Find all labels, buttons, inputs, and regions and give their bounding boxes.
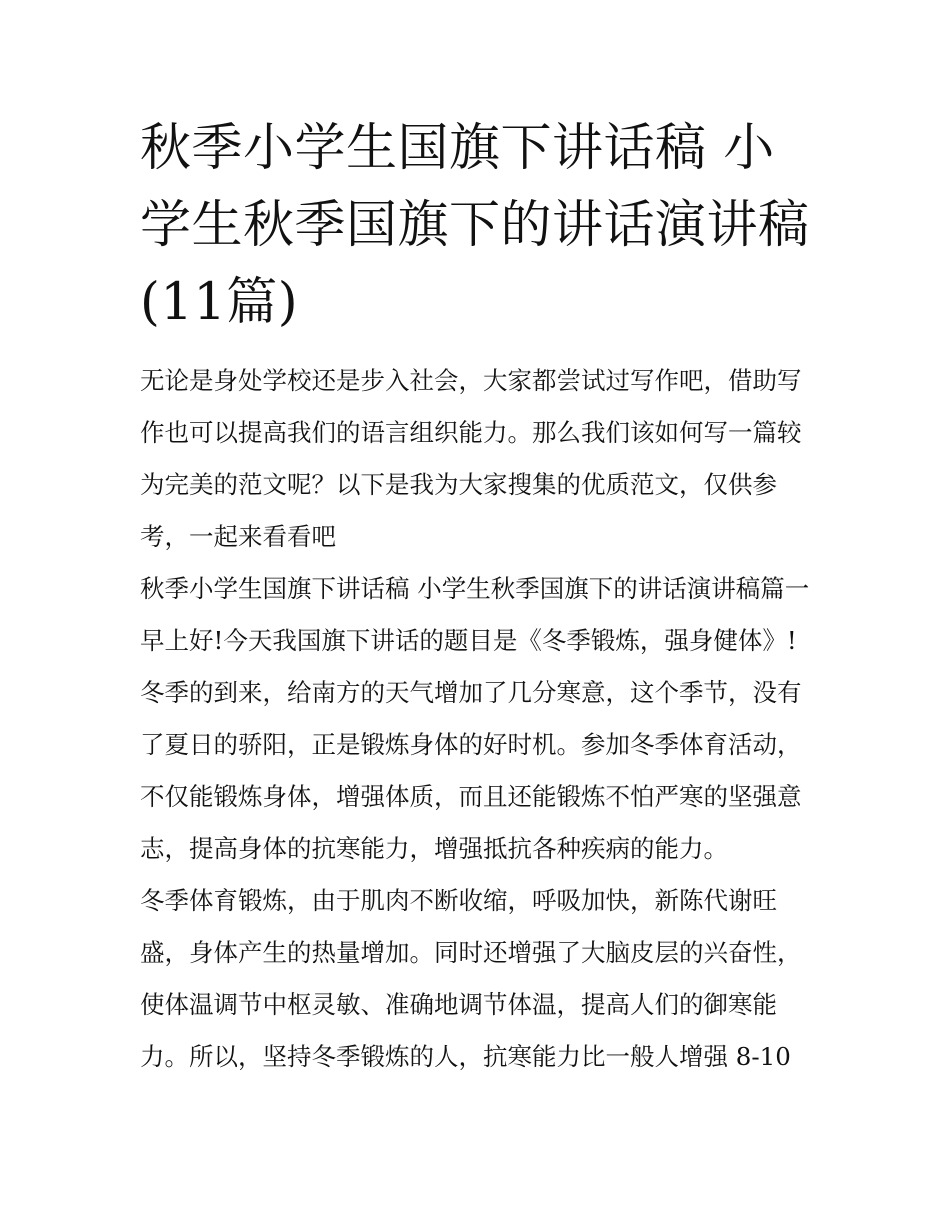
intro-paragraph: 无论是身处学校还是步入社会，大家都尝试过写作吧，借助写作也可以提高我们的语言组织能力。那么我们该如何写一篇较为完美的范文呢？以下是我为大家搜集的优质范文，仅供参考，一起来看看吧 bbox=[140, 366, 802, 551]
document-body bbox=[140, 110, 820, 1083]
body-paragraph-1: 秋季小学生国旗下讲话稿 小学生秋季国旗下的讲话演讲稿篇一 早上好!今天我国旗下讲话的题目是《冬季锻炼，强身健体》! bbox=[140, 574, 810, 655]
body-paragraph-3: 冬季体育锻炼，由于肌肉不断收缩，呼吸加快，新陈代谢旺盛，身体产生的热量增加。同时还增强了大脑皮层的兴奋性，使体温调节中枢灵敏、准确地调节体温，提高人们的御寒能力。所以，坚持冬季锻炼的人，抗寒能力比一般人增强 8-10 bbox=[140, 886, 802, 1071]
document-title: 秋季小学生国旗下讲话稿 小学生秋季国旗下的讲话演讲稿(11篇) bbox=[140, 119, 810, 332]
body-paragraph-2: 冬季的到来，给南方的天气增加了几分寒意，这个季节，没有了夏日的骄阳，正是锻炼身体的好时机。参加冬季体育活动，不仅能锻炼身体，增强体质，而且还能锻炼不怕严寒的坚强意志，提高身体的抗寒能力，增强抵抗各种疾病的能力。 bbox=[140, 678, 802, 863]
